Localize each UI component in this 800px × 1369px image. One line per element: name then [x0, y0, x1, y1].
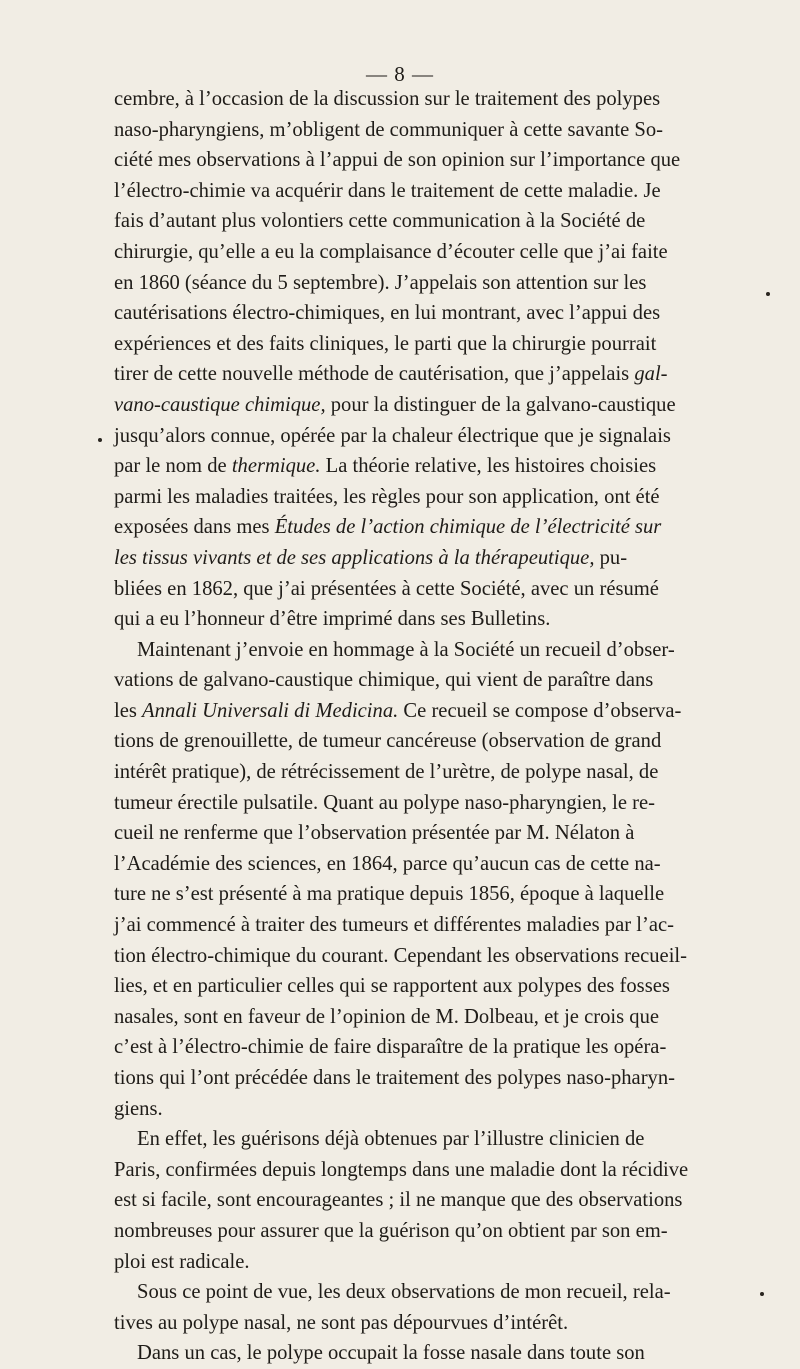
- text-line: [114, 1094, 736, 1125]
- text-line: [114, 818, 736, 849]
- text-line: [114, 237, 736, 268]
- text-line: [114, 329, 736, 360]
- text-segment: cembre, à l’occasion de la discussion sur le traitement des polypes: [114, 88, 661, 110]
- text-line: [114, 1032, 736, 1063]
- text-line: [114, 359, 736, 390]
- text-segment: tions de grenouillette, de tumeur cancéreuse (observation de grand: [114, 730, 662, 753]
- text-segment: qui a eu l’honneur d’être imprimé dans ses Bulletins.: [114, 608, 551, 631]
- text-segment: giens.: [114, 1097, 163, 1120]
- text-segment: La théorie relative, les histoires choisies: [320, 455, 657, 478]
- text-line: [114, 665, 736, 696]
- text-line: [114, 206, 736, 237]
- text-line: [114, 910, 736, 941]
- text-line: [114, 1002, 736, 1033]
- text-line: [114, 1308, 736, 1339]
- text-line: [114, 1124, 736, 1155]
- text-segment: naso-pharyngiens, m’obligent de communiquer à cette savante So-: [114, 118, 664, 141]
- text-line: [114, 1216, 736, 1247]
- text-line: [114, 1247, 736, 1278]
- text-segment: vations de galvano-caustique chimique, qui vient de paraître dans: [114, 669, 654, 692]
- text-segment: tives au polype nasal, ne sont pas dépourvues d’intérêt.: [114, 1311, 569, 1334]
- text-line: [114, 726, 736, 757]
- text-line: [114, 390, 736, 421]
- text-line: [114, 879, 736, 910]
- text-line: [114, 696, 736, 727]
- text-segment: ciété mes observations à l’appui de son opinion sur l’importance que: [114, 149, 681, 172]
- text-segment: l’électro-chimie va acquérir dans le traitement de cette maladie. Je: [114, 179, 661, 202]
- text-segment: ture ne s’est présenté à ma pratique depuis 1856, époque à laquelle: [114, 883, 665, 906]
- text-line: [114, 451, 736, 482]
- text-segment: parmi les maladies traitées, les règles pour son application, ont été: [114, 485, 660, 508]
- text-line: [114, 543, 736, 574]
- text-line: [114, 1277, 736, 1308]
- text-line: [114, 512, 736, 543]
- ink-speck: [98, 438, 102, 442]
- text-segment: chirurgie, qu’elle a eu la complaisance d’écouter celle que j’ai faite: [114, 240, 668, 263]
- text-line: [114, 84, 736, 115]
- ink-speck: [766, 292, 770, 296]
- text-line: [114, 1338, 736, 1369]
- text-segment: c’est à l’électro-chimie de faire disparaître de la pratique les opéra-: [114, 1036, 667, 1059]
- text-segment: en 1860 (séance du 5 septembre). J’appelais son attention sur les: [114, 271, 647, 294]
- text-segment: tumeur érectile pulsatile. Quant au polype naso-pharyngien, le re-: [114, 791, 655, 814]
- text-line: [114, 788, 736, 819]
- text-segment: nombreuses pour assurer que la guérison qu’on obtient par son em-: [114, 1219, 668, 1242]
- text-segment: lies, et en particulier celles qui se rapportent aux polypes des fosses: [114, 975, 670, 998]
- text-segment: Paris, confirmées depuis longtemps dans une maladie dont la récidive: [114, 1158, 689, 1181]
- text-line: [114, 1155, 736, 1186]
- text-segment: nasales, sont en faveur de l’opinion de M. Dolbeau, et je crois que: [114, 1005, 660, 1028]
- text-segment: Dans un cas, le polype occupait la fosse nasale dans toute son: [137, 1342, 645, 1365]
- text-line: [114, 757, 736, 788]
- text-line: [114, 1063, 736, 1094]
- text-line: [114, 176, 736, 207]
- text-line: [114, 115, 736, 146]
- text-line: [114, 1185, 736, 1216]
- italic-text: vano-caustique chimique,: [114, 393, 326, 416]
- text-segment: expériences et des faits cliniques, le parti que la chirurgie pourrait: [114, 332, 657, 355]
- text-segment: intérêt pratique), de rétrécissement de l’urètre, de polype nasal, de: [114, 761, 659, 784]
- text-segment: pour la distinguer de la galvano-caustique: [325, 393, 676, 416]
- body-text: [114, 84, 736, 1369]
- text-segment: cueil ne renferme que l’observation présentée par M. Nélaton à: [114, 822, 635, 845]
- text-segment: Maintenant j’envoie en hommage à la Société un recueil d’obser-: [137, 638, 675, 661]
- text-segment: tion électro-chimique du courant. Cependant les observations recueil-: [114, 944, 687, 967]
- text-line: [114, 268, 736, 299]
- text-segment: Sous ce point de vue, les deux observations de mon recueil, rela-: [137, 1281, 671, 1304]
- italic-text: thermique.: [231, 455, 321, 478]
- text-segment: est si facile, sont encourageantes ; il ne manque que des observations: [114, 1189, 683, 1212]
- text-segment: ploi est radicale.: [114, 1250, 250, 1273]
- italic-text: Études de l’action chimique de l’électricité sur: [274, 516, 662, 539]
- text-line: [114, 145, 736, 176]
- text-line: [114, 421, 736, 452]
- text-segment: pu-: [594, 546, 628, 569]
- text-line: [114, 482, 736, 513]
- text-line: [114, 604, 736, 635]
- text-segment: j’ai commencé à traiter des tumeurs et différentes maladies par l’ac-: [114, 914, 674, 937]
- text-segment: En effet, les guérisons déjà obtenues par l’illustre clinicien de: [137, 1128, 645, 1151]
- text-segment: l’Académie des sciences, en 1864, parce qu’aucun cas de cette na-: [114, 852, 661, 875]
- text-segment: les: [114, 699, 143, 722]
- text-line: [114, 298, 736, 329]
- text-line: [114, 574, 736, 605]
- text-line: [114, 971, 736, 1002]
- text-segment: fais d’autant plus volontiers cette communication à la Société de: [114, 210, 646, 233]
- text-segment: cautérisations électro-chimiques, en lui montrant, avec l’appui des: [114, 302, 661, 325]
- text-segment: jusqu’alors connue, opérée par la chaleur électrique que je signalais: [114, 424, 671, 447]
- italic-text: Annali Universali di Medicina.: [142, 699, 399, 722]
- page-number: — 8 —: [366, 62, 434, 86]
- text-line: [114, 849, 736, 880]
- text-segment: tirer de cette nouvelle méthode de cautérisation, que j’appelais: [114, 363, 635, 386]
- text-line: [114, 635, 736, 666]
- text-line: [114, 941, 736, 972]
- text-segment: exposées dans mes: [114, 516, 275, 539]
- ink-speck: [760, 1292, 764, 1296]
- italic-text: les tissus vivants et de ses applications à la thérapeutique,: [114, 546, 595, 569]
- text-segment: Ce recueil se compose d’observa-: [398, 699, 682, 722]
- text-segment: tions qui l’ont précédée dans le traitement des polypes naso-pharyn-: [114, 1067, 676, 1089]
- text-segment: bliées en 1862, que j’ai présentées à cette Société, avec un résumé: [114, 577, 659, 600]
- italic-text: gal-: [634, 363, 668, 386]
- text-segment: par le nom de: [114, 455, 232, 478]
